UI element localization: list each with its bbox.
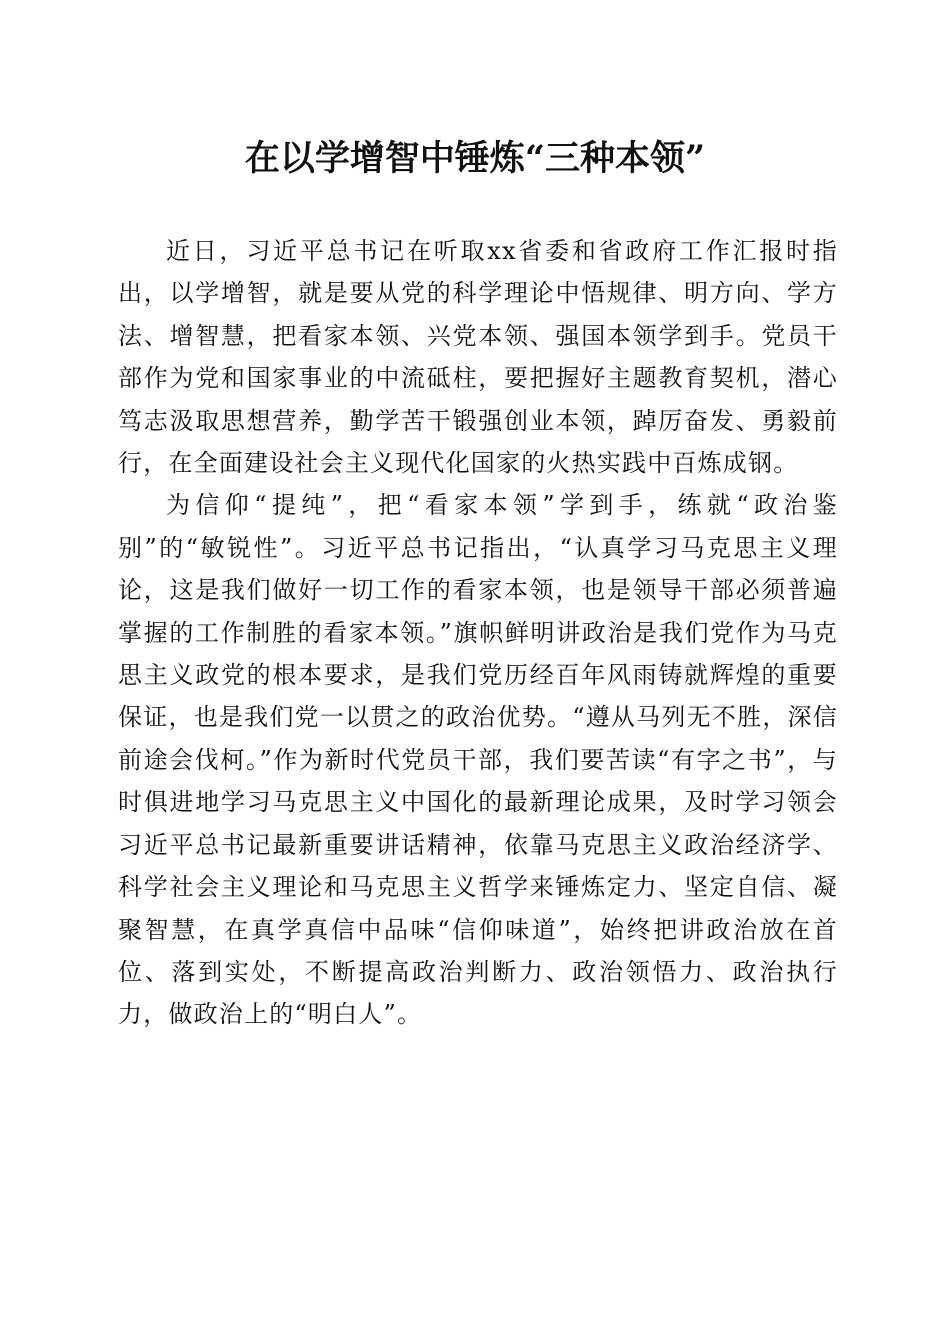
document-title: 在以学增智中锤炼“三种本领” bbox=[244, 138, 706, 179]
document-body bbox=[118, 230, 838, 1036]
paragraph-intro: 近日，习近平总书记在听取xx省委和省政府工作汇报时指出，以学增智，就是要从党的科学理论中悟规律、明方向、学方法、增智慧，把看家本领、兴党本领、强国本领学到手。党员干部作为党和国家事业的中流砥柱，要把握好主题教育契机，潜心笃志汲取思想营养，勤学苦干锻强创业本领，踔厉奋发、勇毅前行，在全面建设社会主义现代化国家的火热实践中百炼成钢。 bbox=[118, 237, 838, 478]
paragraph-political-ability: 为信仰“提纯”，把“看家本领”学到手，练就“政治鉴别”的“敏锐性”。习近平总书记指出，“认真学习马克思主义理论，这是我们做好一切工作的看家本领，也是领导干部必须普遍掌握的工作制胜的看家本领。”旗帜鲜明讲政治是我们党作为马克思主义政党的根本要求，是我们党历经百年风雨铸就辉煌的重要保证，也是我们党一以贯之的政治优势。“遵从马列无不胜，深信前途会伐柯。”作为新时代党员干部，我们要苦读“有字之书”，与时俱进地学习马克思主义中国化的最新理论成果，及时学习领会习近平总书记最新重要讲话精神，依靠马克思主义政治经济学、科学社会主义理论和马克思主义哲学来锤炼定力、坚定自信、凝聚智慧，在真学真信中品味“信仰味道”，始终把讲政治放在首位、落到实处，不断提高政治判断力、政治领悟力、政治执行力，做政治上的“明白人”。 bbox=[118, 491, 838, 1029]
